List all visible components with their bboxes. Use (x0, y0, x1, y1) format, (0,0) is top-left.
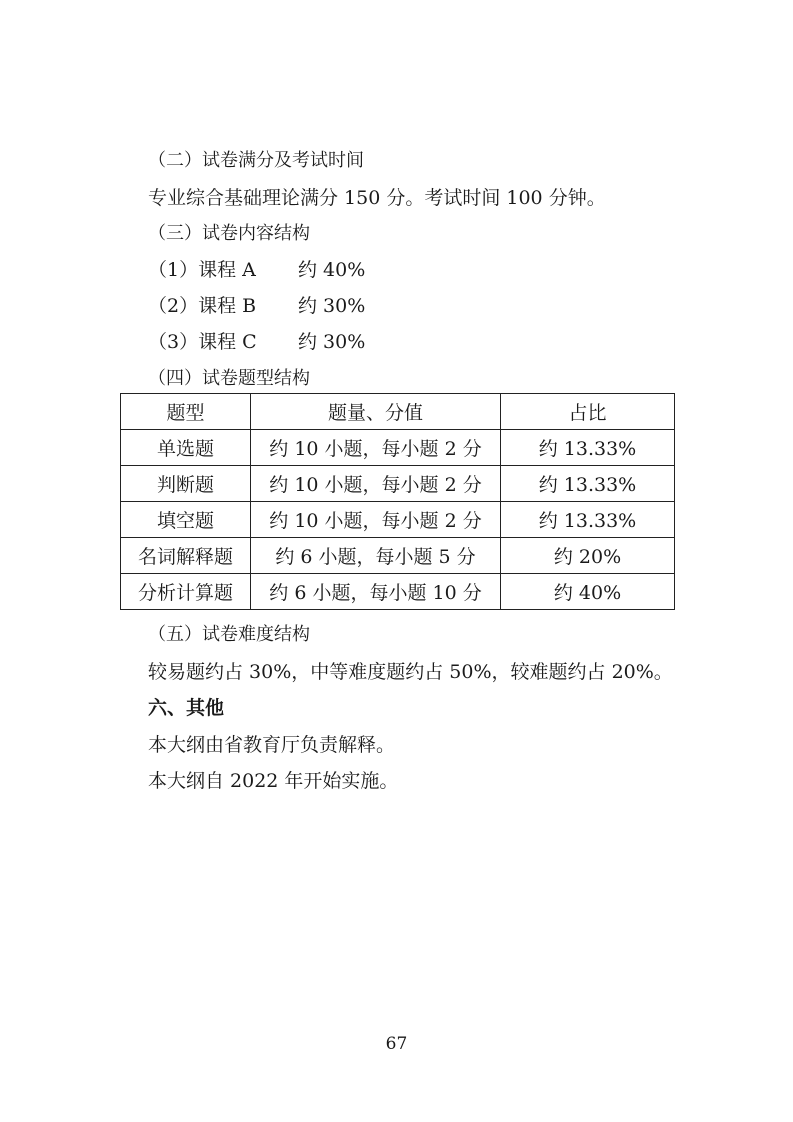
table-cell: 约 6 小题，每小题 5 分 (251, 538, 501, 574)
section4-heading: （四）试卷题型结构 (148, 368, 310, 389)
table-cell: 约 10 小题，每小题 2 分 (251, 430, 501, 466)
table-row (121, 574, 675, 610)
table-cell: 约 13.33% (501, 466, 675, 502)
course-pct: 约 30% (298, 331, 366, 353)
course-item (148, 294, 365, 318)
table-row (121, 502, 675, 538)
section6-line: 本大纲自 2022 年开始实施。 (148, 770, 399, 792)
table-cell: 单选题 (121, 430, 251, 466)
table-row (121, 430, 675, 466)
table-cell: 约 10 小题，每小题 2 分 (251, 466, 501, 502)
table-cell: 填空题 (121, 502, 251, 538)
question-structure-table (120, 393, 675, 610)
table-header: 题型 (121, 394, 251, 430)
course-pct: 约 40% (298, 259, 366, 281)
course-pct: 约 30% (298, 295, 366, 317)
course-item (148, 330, 365, 354)
section2-heading: （二）试卷满分及考试时间 (148, 150, 364, 171)
table-row (121, 466, 675, 502)
table-header-row (121, 394, 675, 430)
table-cell: 约 40% (501, 574, 675, 610)
table-cell: 约 20% (501, 538, 675, 574)
table-cell: 名词解释题 (121, 538, 251, 574)
course-item (148, 258, 365, 282)
table-header: 题量、分值 (251, 394, 501, 430)
table-cell: 约 10 小题，每小题 2 分 (251, 502, 501, 538)
table-cell: 判断题 (121, 466, 251, 502)
section6-heading: 六、其他 (148, 697, 225, 719)
section5-heading: （五）试卷难度结构 (148, 624, 310, 645)
table-row (121, 538, 675, 574)
section2-text: 专业综合基础理论满分 150 分。考试时间 100 分钟。 (148, 187, 606, 209)
table-cell: 约 6 小题，每小题 10 分 (251, 574, 501, 610)
section5-text: 较易题约占 30%，中等难度题约占 50%，较难题约占 20%。 (148, 661, 673, 683)
section6-line: 本大纲由省教育厅负责解释。 (148, 734, 396, 756)
table-cell: 分析计算题 (121, 574, 251, 610)
page-number: 67 (385, 1034, 408, 1054)
course-name: （3）课程 C (148, 331, 257, 353)
table-header: 占比 (501, 394, 675, 430)
section3-heading: （三）试卷内容结构 (148, 223, 310, 244)
table-cell: 约 13.33% (501, 502, 675, 538)
course-name: （2）课程 B (148, 295, 257, 317)
course-name: （1）课程 A (148, 259, 256, 281)
table-cell: 约 13.33% (501, 430, 675, 466)
